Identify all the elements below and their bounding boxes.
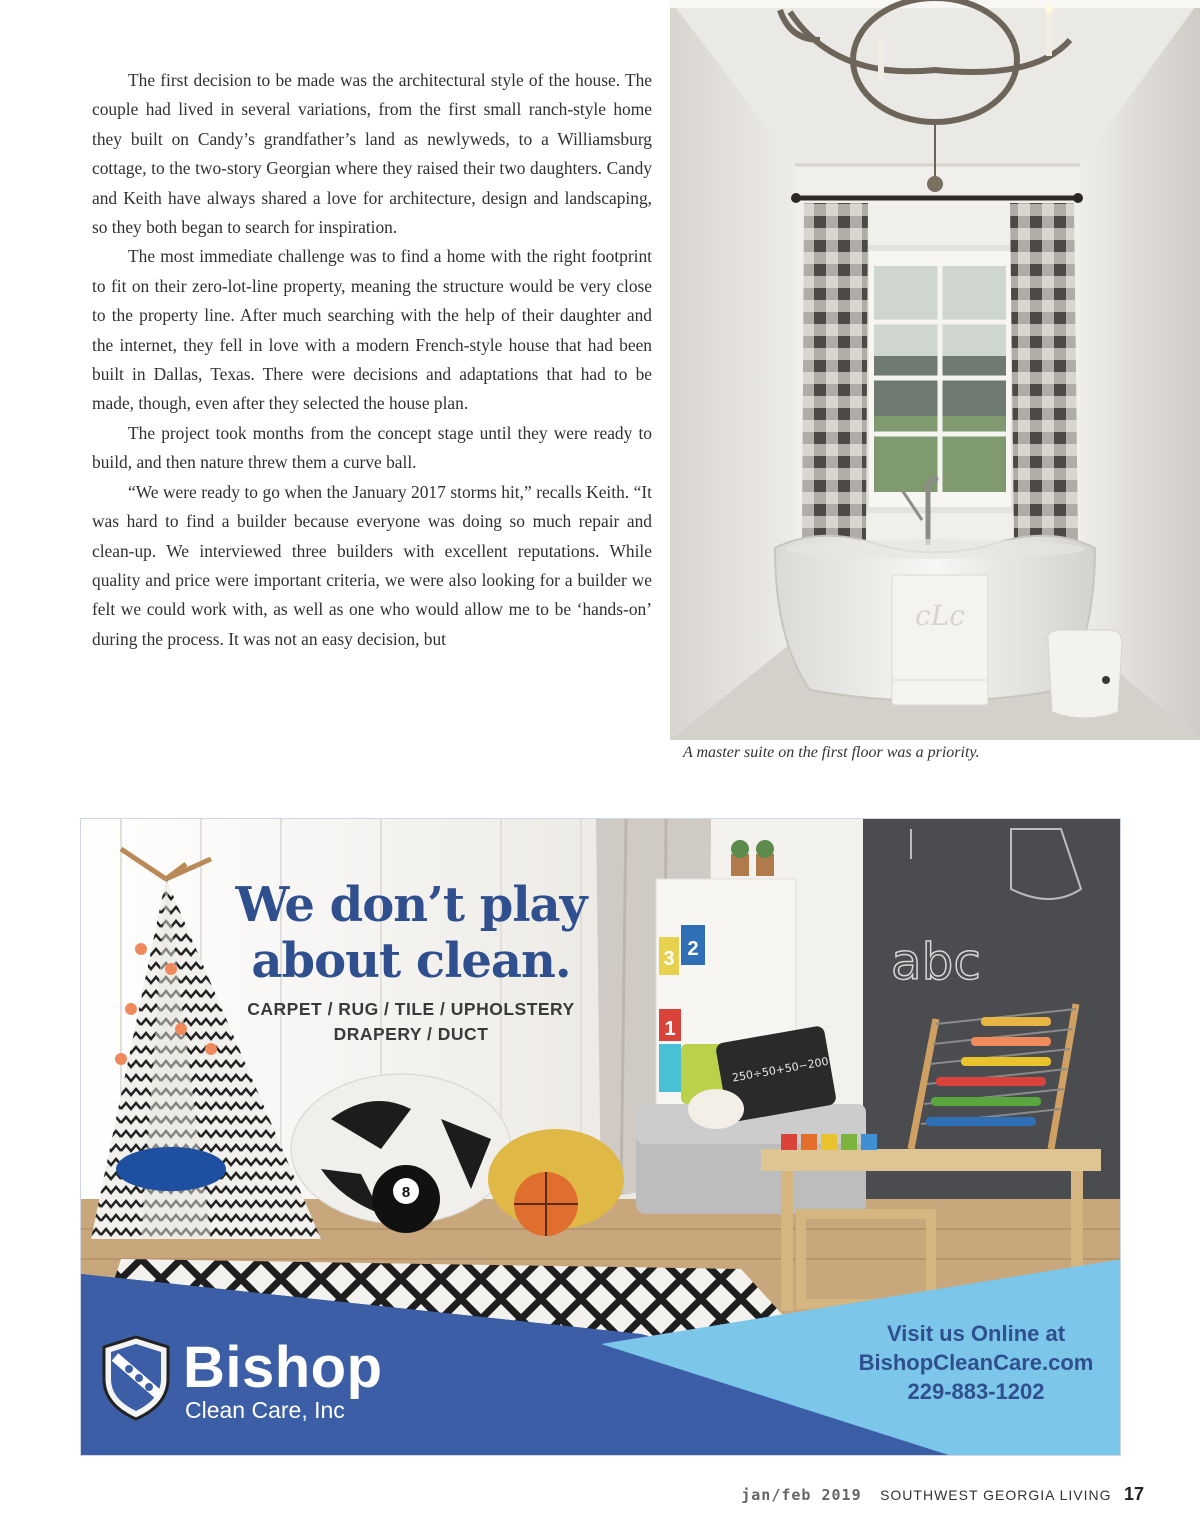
issue-date: jan/feb 2019 — [741, 1486, 862, 1504]
shelf-number-2: 2 — [687, 938, 699, 960]
article-paragraph: “We were ready to go when the January 2017 storms hit,” recalls Keith. “It was hard to find a builder because everyone was doing so much repair and clean-up. We interviewed three builders with excellent reputations. While quality and price were important criteria, we were also looking for a builder we felt we could work with, as well as one who would allow me to be ‘hands-on’ during the process. It was not an easy decision, but — [92, 481, 652, 649]
magazine-name: SOUTHWEST GEORGIA LIVING — [880, 1487, 1112, 1503]
ad-services-line2: DRAPERY / DUCT — [333, 1024, 489, 1044]
towel-monogram: cLc — [915, 599, 965, 632]
contact-phone-number[interactable]: 229-883-1202 — [907, 1379, 1045, 1404]
contact-website-link[interactable]: BishopCleanCare.com — [858, 1350, 1094, 1375]
shield-logo-icon — [101, 1335, 171, 1421]
article-paragraph: The most immediate challenge was to find a home with the right footprint to fit on their zero-lot-line property, meaning the structure would be very close to the property line. After much searching with the help of their daughter and the internet, they fell in love with a modern French-style house that had been built in Dallas, Texas. There were decisions and adaptations that had to be made, though, even after they selected the house plan. — [92, 246, 652, 414]
article-paragraph: The project took months from the concept stage until they were ready to build, and then nature threw them a curve ball. — [92, 422, 652, 473]
bishop-advertisement[interactable] — [80, 818, 1121, 1456]
page-number: 17 — [1123, 1484, 1144, 1504]
photo-caption: A master suite on the first floor was a priority. — [683, 744, 980, 761]
ad-headline-line1: We don’t play — [235, 877, 587, 933]
eight-ball-number: 8 — [401, 1184, 411, 1201]
bathroom-photo — [670, 0, 1200, 740]
pillow-math-text: 250÷50+50−200 — [731, 1054, 830, 1085]
contact-visit-label: Visit us Online at — [886, 1321, 1066, 1346]
bathroom-illustration — [670, 0, 1200, 740]
ad-services — [221, 997, 601, 1047]
brand-name: Bishop — [183, 1335, 383, 1400]
article-body — [92, 66, 652, 654]
ad-headline — [231, 877, 591, 989]
shelf-number-1: 1 — [664, 1018, 676, 1040]
ad-services-line1: CARPET / RUG / TILE / UPHOLSTERY — [247, 999, 575, 1019]
page-footer — [741, 1484, 1144, 1508]
brand-subtitle: Clean Care, Inc — [185, 1397, 345, 1423]
article-paragraph: The first decision to be made was the architectural style of the house. The couple had lived in several variations, from the first small ranch-style home they built on Candy’s grandfather’s land as newlyweds, to a Williamsburg cottage, to the two-story Georgian where they raised their two daughters. Candy and Keith have always shared a love for architecture, design and landscaping, so they both began to search for inspiration. — [92, 70, 652, 238]
ad-contact — [811, 1319, 1121, 1406]
chalkboard-text: abc — [891, 933, 981, 991]
shelf-number-3: 3 — [663, 948, 675, 970]
ad-headline-line2: about clean. — [251, 933, 571, 989]
